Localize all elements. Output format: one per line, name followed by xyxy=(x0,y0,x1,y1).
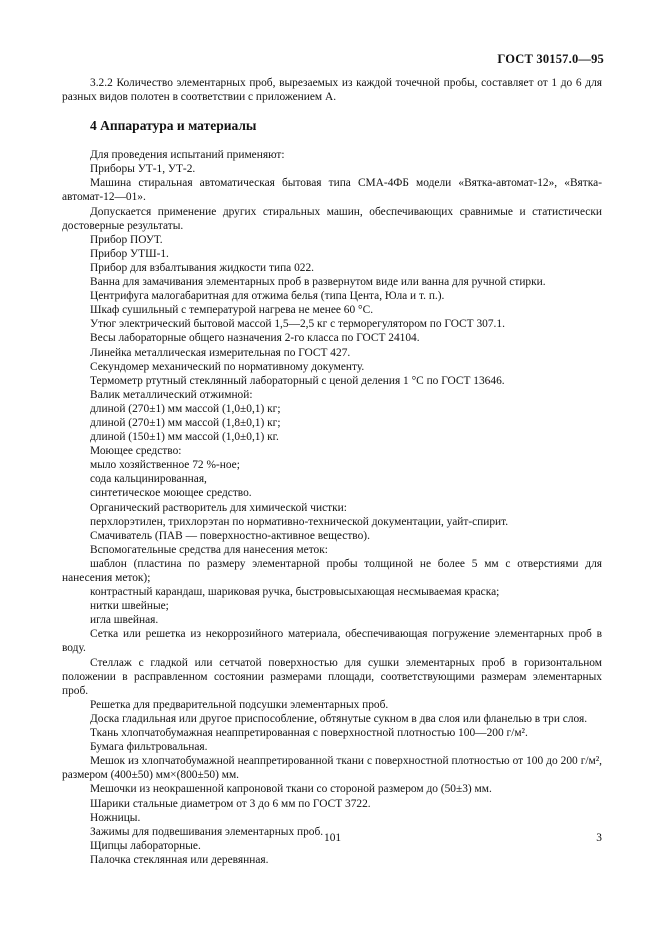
list-item: Приборы УТ-1, УТ-2. xyxy=(90,163,196,176)
page-footer xyxy=(62,832,602,846)
list-item: Валик металлический отжимной: xyxy=(90,388,253,401)
solvent-intro: Органический растворитель для химической чистки: xyxy=(90,501,347,514)
list-item: Весы лабораторные общего назначения 2-го класса по ГОСТ 24104. xyxy=(90,332,420,345)
list-item: Линейка металлическая измерительная по ГОСТ 427. xyxy=(90,346,351,359)
detergent-item: мыло хозяйственное 72 %-ное; xyxy=(90,459,240,472)
list-item: Прибор ПОУТ. xyxy=(90,233,163,246)
page-body xyxy=(62,76,602,867)
list-item: Мешочки из неокрашенной капроновой ткани со стороной размером до (50±3) мм. xyxy=(90,783,492,796)
list-item: Щипцы лабораторные. xyxy=(90,839,201,852)
list-item: Термометр ртутный стеклянный лабораторный с ценой деления 1 °С по ГОСТ 13646. xyxy=(90,374,505,387)
list-item: Сетка или решетка из некоррозийного материала, обеспечивающая погружение элементарных проб в воду. xyxy=(62,628,602,655)
list-item: Ванна для замачивания элементарных проб в развернутом виде или ванна для ручной стирки. xyxy=(90,276,546,289)
list-item: Прибор УТШ-1. xyxy=(90,247,169,260)
list-item: Утюг электрический бытовой массой 1,5—2,5 кг с терморегулятором по ГОСТ 307.1. xyxy=(90,318,505,331)
marking-template: шаблон (пластина по размеру элементарной пробы толщиной не более 5 мм с отверстиями для нанесения меток); xyxy=(62,557,602,584)
list-item: Секундомер механический по нормативному документу. xyxy=(90,360,365,373)
list-item: Доска гладильная или другое приспособление, обтянутые сукном в два слоя или фланелью в три слоя. xyxy=(90,712,588,725)
list-item: Решетка для предварительной подсушки элементарных проб. xyxy=(90,698,389,711)
marking-item: контрастный карандаш, шариковая ручка, быстровысыхающая несмываемая краска; xyxy=(90,586,500,599)
list-item: Центрифуга малогабаритная для отжима белья (типа Цента, Юла и т. п.). xyxy=(90,290,445,303)
list-item: Для проведения испытаний применяют: xyxy=(90,149,285,162)
marking-intro: Вспомогательные средства для нанесения меток: xyxy=(90,543,328,556)
standard-header: ГОСТ 30157.0—95 xyxy=(497,52,604,66)
solvent-list: перхлорэтилен, трихлорэтан по нормативно-технической документации, уайт-спирит. xyxy=(90,515,509,528)
list-item: Ткань хлопчатобумажная неаппретированная с поверхностной плотностью 100—200 г/м². xyxy=(90,727,528,740)
list-item: Прибор для взбалтывания жидкости типа 022. xyxy=(90,261,315,274)
list-item: Мешок из хлопчатобумажной неаппретированной ткани с поверхностной плотностью от 100 до 200 г/м², размером (400±50) мм×(800±50) мм. xyxy=(62,755,602,782)
roller-size: длиной (270±1) мм массой (1,8±0,1) кг; xyxy=(90,416,281,429)
detergent-intro: Моющее средство: xyxy=(90,445,182,458)
marking-item: игла швейная. xyxy=(90,614,159,627)
list-item: Стеллаж с гладкой или сетчатой поверхностью для сушки элементарных проб в горизонтальном положении в расправленном состоянии размерами площади, соответствующими размерам элементарных проб. xyxy=(62,656,602,697)
section-4-title: 4 Аппаратура и материалы xyxy=(90,118,257,134)
list-item: Бумага фильтровальная. xyxy=(90,741,208,754)
detergent-item: сода кальцинированная, xyxy=(90,473,207,486)
page-number-center: 101 xyxy=(324,832,342,844)
roller-size: длиной (150±1) мм массой (1,0±0,1) кг. xyxy=(90,431,279,444)
page-number-right: 3 xyxy=(596,832,602,844)
list-item: Допускается применение других стиральных машин, обеспечивающих сравнимые и статистически достоверные результаты. xyxy=(62,205,602,232)
roller-size: длиной (270±1) мм массой (1,0±0,1) кг; xyxy=(90,402,281,415)
list-item: Шарики стальные диаметром от 3 до 6 мм по ГОСТ 3722. xyxy=(90,797,371,810)
list-item: Ножницы. xyxy=(90,811,141,824)
detergent-item: синтетическое моющее средство. xyxy=(90,487,252,500)
list-item: Палочка стеклянная или деревянная. xyxy=(90,853,269,866)
list-item: Зажимы для подвешивания элементарных проб. xyxy=(90,825,324,838)
wetting-agent: Смачиватель (ПАВ — поверхностно-активное вещество). xyxy=(90,529,370,542)
list-item: Шкаф сушильный с температурой нагрева не менее 60 °С. xyxy=(90,304,374,317)
marking-item: нитки швейные; xyxy=(90,600,169,613)
list-item: Машина стиральная автоматическая бытовая типа СМА-4ФБ модели «Вятка-автомат-12», «Вятка-автомат-12—01». xyxy=(62,177,602,204)
clause-3-2-2: 3.2.2 Количество элементарных проб, вырезаемых из каждой точечной пробы, составляет от 1 до 6 для разных видов полотен в соответствии с приложением А. xyxy=(62,77,602,104)
